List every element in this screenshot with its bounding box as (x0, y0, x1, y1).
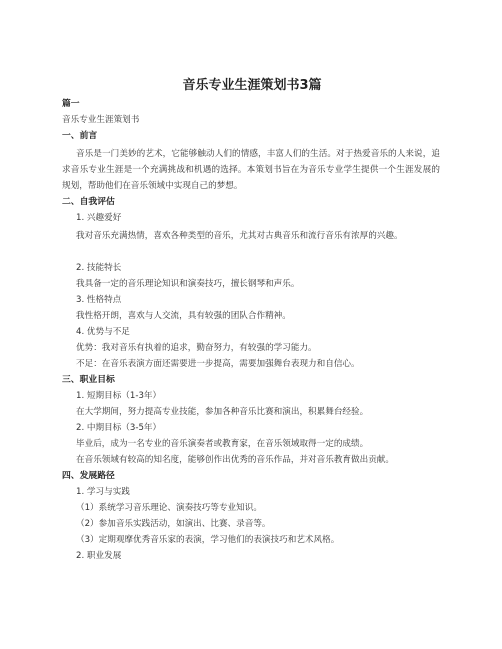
personality-title: 3. 性格特点 (76, 295, 122, 305)
section-heading-development: 四、发展路径 (62, 471, 115, 481)
part-label: 篇一 (62, 99, 80, 109)
step-1: （1）系统学习音乐理论、演奏技巧等专业知识。 (76, 503, 262, 513)
long-term-text: 在音乐领域有较高的知名度，能够创作出优秀的音乐作品，并对音乐教育做出贡献。 (76, 455, 394, 465)
preface-paragraph: 音乐是一门美妙的艺术，它能够触动人们的情感，丰富人们的生活。对于热爱音乐的人来说，追求音乐专业生涯是一个充满挑战和机遇的选择。本策划书旨在为音乐专业学生提供一个生涯发展的规划，帮助他们在音乐领域中实现自己的梦想。 (62, 149, 440, 191)
pros-text: 优势：我对音乐有执着的追求，勤奋努力，有较强的学习能力。 (76, 343, 317, 353)
cons-text: 不足：在音乐表演方面还需要进一步提高，需要加强舞台表现力和自信心。 (76, 359, 360, 369)
interest-paragraph: 我对音乐充满热情，喜欢各种类型的音乐，尤其对古典音乐和流行音乐有浓厚的兴趣。 (76, 231, 403, 241)
skills-text: 我具备一定的音乐理论知识和演奏技巧，擅长钢琴和声乐。 (76, 279, 300, 289)
personality-text: 我性格开朗，喜欢与人交流，具有较强的团队合作精神。 (76, 311, 291, 321)
short-term-title: 1. 短期目标（1-3年） (76, 391, 162, 401)
subtitle: 音乐专业生涯策划书 (62, 115, 140, 125)
study-practice-title: 1. 学习与实践 (76, 487, 130, 497)
mid-term-text: 毕业后，成为一名专业的音乐演奏者或教育家，在音乐领域取得一定的成绩。 (76, 439, 369, 449)
section-heading-career-goals: 三、职业目标 (62, 375, 115, 385)
page-title: 音乐专业生涯策划书3篇 (182, 78, 322, 93)
step-2: （2）参加音乐实践活动，如演出、比赛、录音等。 (76, 519, 271, 529)
section-heading-self-assessment: 二、自我评估 (62, 197, 115, 207)
step-3: （3）定期观摩优秀音乐家的表演，学习他们的表演技巧和艺术风格。 (76, 535, 340, 545)
mid-term-title: 2. 中期目标（3-5年） (76, 423, 162, 433)
career-development-title: 2. 职业发展 (76, 551, 122, 561)
section-heading-preface: 一、前言 (62, 131, 98, 141)
pros-cons-title: 4. 优势与不足 (76, 327, 130, 337)
interest-title: 1. 兴趣爱好 (76, 213, 122, 223)
skills-title: 2. 技能特长 (76, 263, 122, 273)
short-term-text: 在大学期间，努力提高专业技能，参加各种音乐比赛和演出，积累舞台经验。 (76, 407, 369, 417)
